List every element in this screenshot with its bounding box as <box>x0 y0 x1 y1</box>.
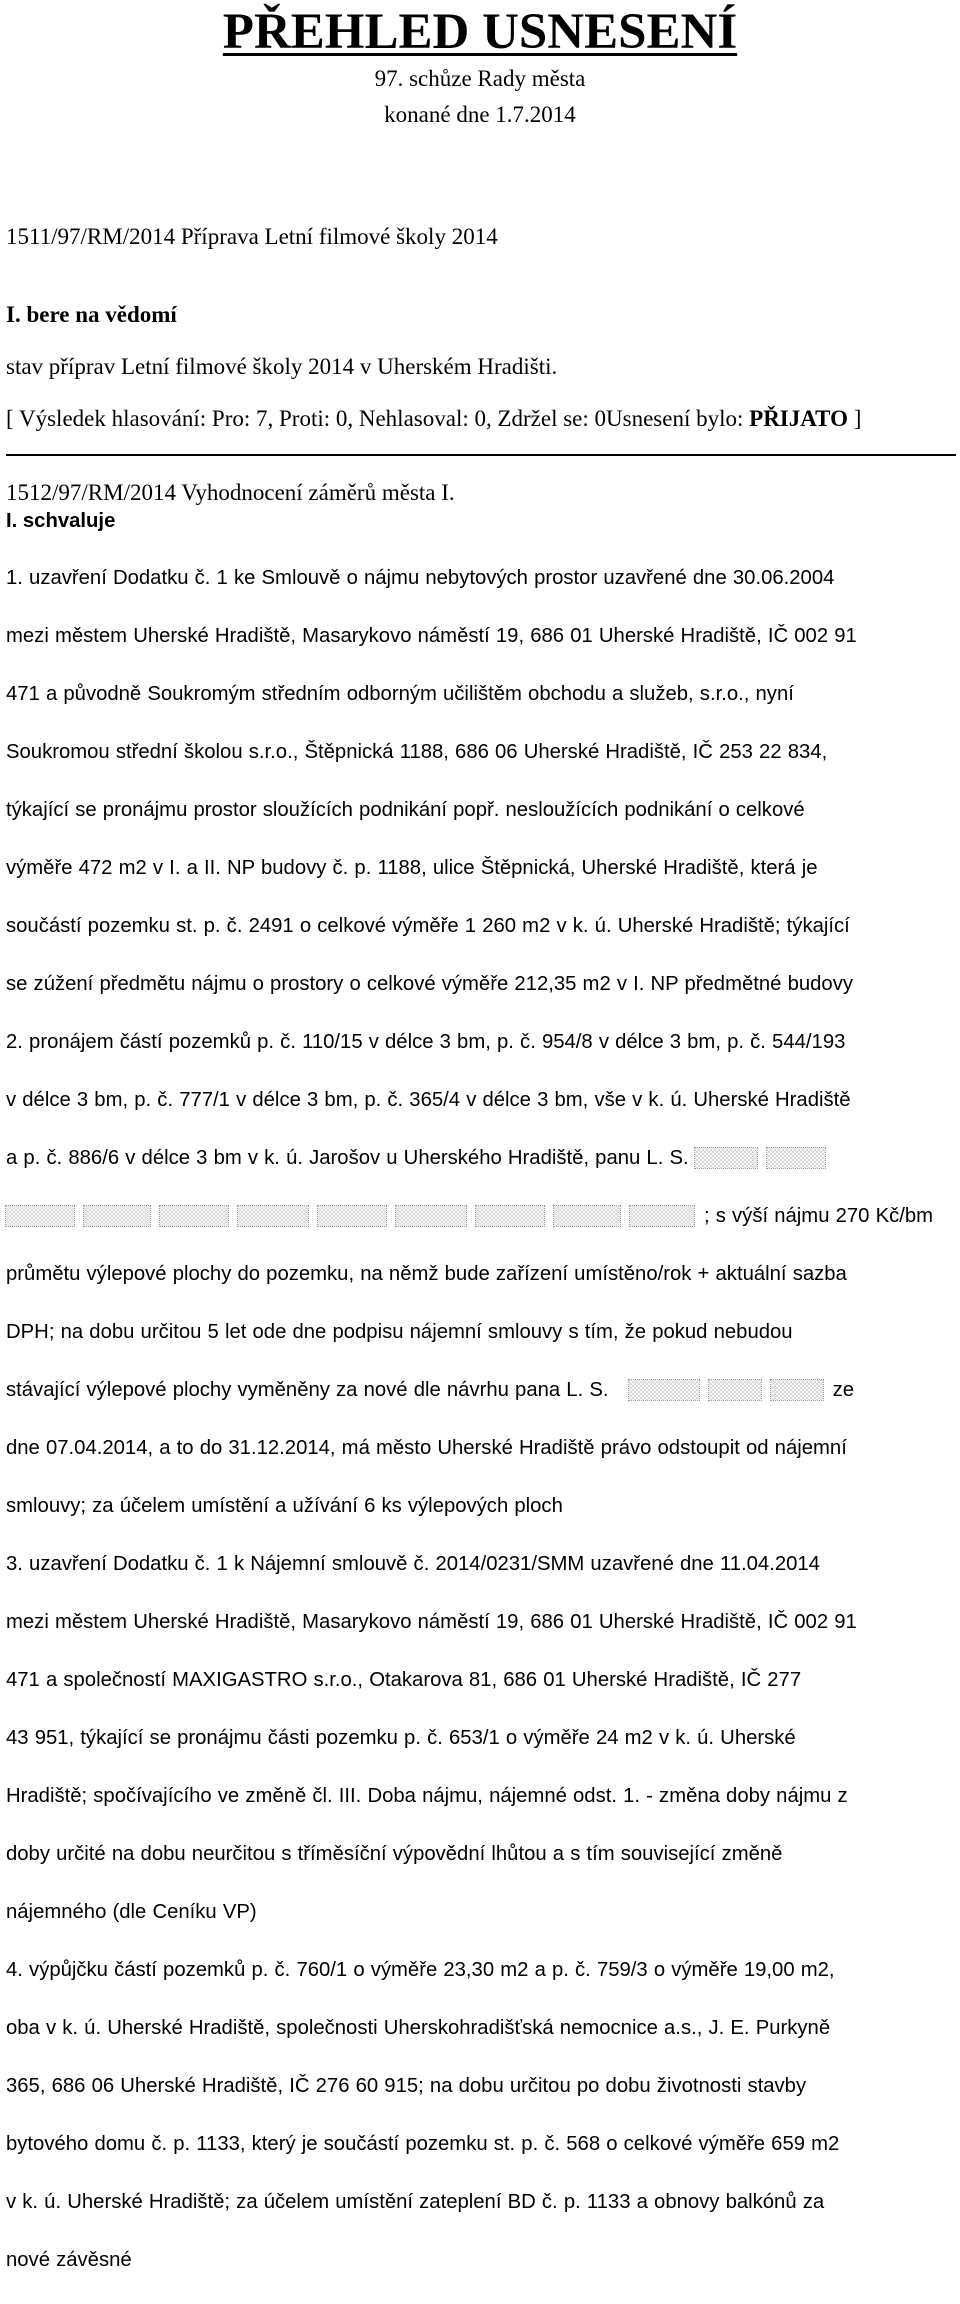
body-line: 43 951, týkající se pronájmu části pozemku p. č. 653/1 o výměře 24 m2 v k. ú. Uherské <box>6 1727 796 1749</box>
body-line-with-redaction <box>6 1144 954 1173</box>
redaction-block <box>476 1206 544 1226</box>
resolution-2-body <box>6 535 954 2304</box>
body-line: oba v k. ú. Uherské Hradiště, společnosti Uherskohradišťská nemocnice a.s., J. E. Purkyně <box>6 2017 831 2039</box>
redaction-block <box>767 1148 825 1168</box>
body-line: Hradiště; spočívajícího ve změně čl. III. Doba nájmu, nájemné odst. 1. - změna doby nájmu z <box>6 1785 848 1807</box>
body-line: výměře 472 m2 v I. a II. NP budovy č. p. 1188, ulice Štěpnická, Uherské Hradiště, která je <box>6 857 818 879</box>
redaction-block <box>771 1380 823 1400</box>
redaction-block <box>160 1206 228 1226</box>
redaction-block <box>84 1206 150 1226</box>
redaction-block <box>709 1380 761 1400</box>
redaction-block <box>695 1148 757 1168</box>
vote-result: PŘIJATO <box>749 406 848 431</box>
body-line: průmětu výlepové plochy do pozemku, na němž bude zařízení umístěno/rok + aktuální sazba <box>6 1263 847 1285</box>
body-line: dne 07.04.2014, a to do 31.12.2014, má město Uherské Hradiště právo odstoupit od nájemní <box>6 1437 847 1459</box>
meeting-name: 97. schůze Rady města <box>374 66 586 91</box>
resolution-1-text: stav příprav Letní filmové školy 2014 v Uherském Hradišti. <box>6 354 558 379</box>
body-line-with-redaction <box>6 1376 954 1405</box>
body-line: ; s výší nájmu 270 Kč/bm <box>704 1205 934 1227</box>
document-title: PŘEHLED USNESENÍ <box>222 4 738 60</box>
body-line: a p. č. 886/6 v délce 3 bm v k. ú. Jarošov u Uherského Hradiště, panu L. S. <box>6 1147 689 1169</box>
resolution-2-heading: 1512/97/RM/2014 Vyhodnocení záměrů města I. <box>6 480 455 505</box>
body-line: 3. uzavření Dodatku č. 1 k Nájemní smlouvě č. 2014/0231/SMM uzavřené dne 11.04.2014 <box>6 1553 820 1575</box>
vote-prefix: [ Výsledek hlasování: Pro: 7, Proti: 0, Nehlasoval: 0, Zdržel se: 0Usnesení bylo: <box>6 406 750 431</box>
resolution-1-section: I. bere na vědomí <box>6 302 177 327</box>
body-line: nájemného (dle Ceníku VP) <box>6 1901 257 1923</box>
divider <box>6 454 956 456</box>
redaction-block <box>6 1206 74 1226</box>
redaction-block <box>396 1206 466 1226</box>
redaction-block <box>554 1206 620 1226</box>
body-line: mezi městem Uherské Hradiště, Masarykovo náměstí 19, 686 01 Uherské Hradiště, IČ 002 91 <box>6 1611 857 1633</box>
body-line: 4. výpůjčku částí pozemků p. č. 760/1 o výměře 23,30 m2 a p. č. 759/3 o výměře 19,00 m2, <box>6 1959 835 1981</box>
redaction-block <box>238 1206 308 1226</box>
redaction-block <box>630 1206 694 1226</box>
resolution-1-heading: 1511/97/RM/2014 Příprava Letní filmové školy 2014 <box>6 224 498 249</box>
redaction-block <box>629 1380 699 1400</box>
body-line: 471 a původně Soukromým středním odborným učilištěm obchodu a služeb, s.r.o., nyní <box>6 683 794 705</box>
redacted-line <box>6 1202 954 1231</box>
body-line: týkající se pronájmu prostor sloužících podnikání popř. nesloužících podnikání o celkové <box>6 799 805 821</box>
resolution-1-vote <box>6 404 861 434</box>
body-line: smlouvy; za účelem umístění a užívání 6 ks výlepových ploch <box>6 1495 563 1517</box>
redaction-block <box>318 1206 386 1226</box>
body-line: 1. uzavření Dodatku č. 1 ke Smlouvě o nájmu nebytových prostor uzavřené dne 30.06.2004 <box>6 567 835 589</box>
body-line: ze <box>832 1379 855 1401</box>
body-line: se zúžení předmětu nájmu o prostory o celkové výměře 212,35 m2 v I. NP předmětné budovy <box>6 973 853 995</box>
body-line: bytového domu č. p. 1133, který je součástí pozemku st. p. č. 568 o celkové výměře 659 m2 <box>6 2133 840 2155</box>
body-line: DPH; na dobu určitou 5 let ode dne podpisu nájemní smlouvy s tím, že pokud nebudou <box>6 1321 793 1343</box>
vote-suffix: ] <box>847 406 862 431</box>
body-line: 365, 686 06 Uherské Hradiště, IČ 276 60 915; na dobu určitou po dobu životnosti stavby <box>6 2075 807 2097</box>
body-line: 2. pronájem částí pozemků p. č. 110/15 v délce 3 bm, p. č. 954/8 v délce 3 bm, p. č. 544/193 <box>6 1031 846 1053</box>
body-line: stávající výlepové plochy vyměněny za nové dle návrhu pana L. S. <box>6 1379 609 1401</box>
body-line: v délce 3 bm, p. č. 777/1 v délce 3 bm, p. č. 365/4 v délce 3 bm, vše v k. ú. Uherské Hradiště <box>6 1089 851 1111</box>
body-line: součástí pozemku st. p. č. 2491 o celkové výměře 1 260 m2 v k. ú. Uherské Hradiště; týkající <box>6 915 850 937</box>
meeting-date: konané dne 1.7.2014 <box>384 102 576 127</box>
body-line: Soukromou střední školou s.r.o., Štěpnická 1188, 686 06 Uherské Hradiště, IČ 253 22 834, <box>6 741 828 763</box>
body-line: nové závěsné <box>6 2249 132 2271</box>
body-line: doby určité na dobu neurčitou s tříměsíční výpovědní lhůtou a s tím související změně <box>6 1843 783 1865</box>
resolution-2-section: I. schvaluje <box>6 510 116 532</box>
body-line: 471 a společností MAXIGASTRO s.r.o., Otakarova 81, 686 01 Uherské Hradiště, IČ 277 <box>6 1669 802 1691</box>
body-line: mezi městem Uherské Hradiště, Masarykovo náměstí 19, 686 01 Uherské Hradiště, IČ 002 91 <box>6 625 857 647</box>
body-line: v k. ú. Uherské Hradiště; za účelem umístění zateplení BD č. p. 1133 a obnovy balkónů za <box>6 2191 825 2213</box>
